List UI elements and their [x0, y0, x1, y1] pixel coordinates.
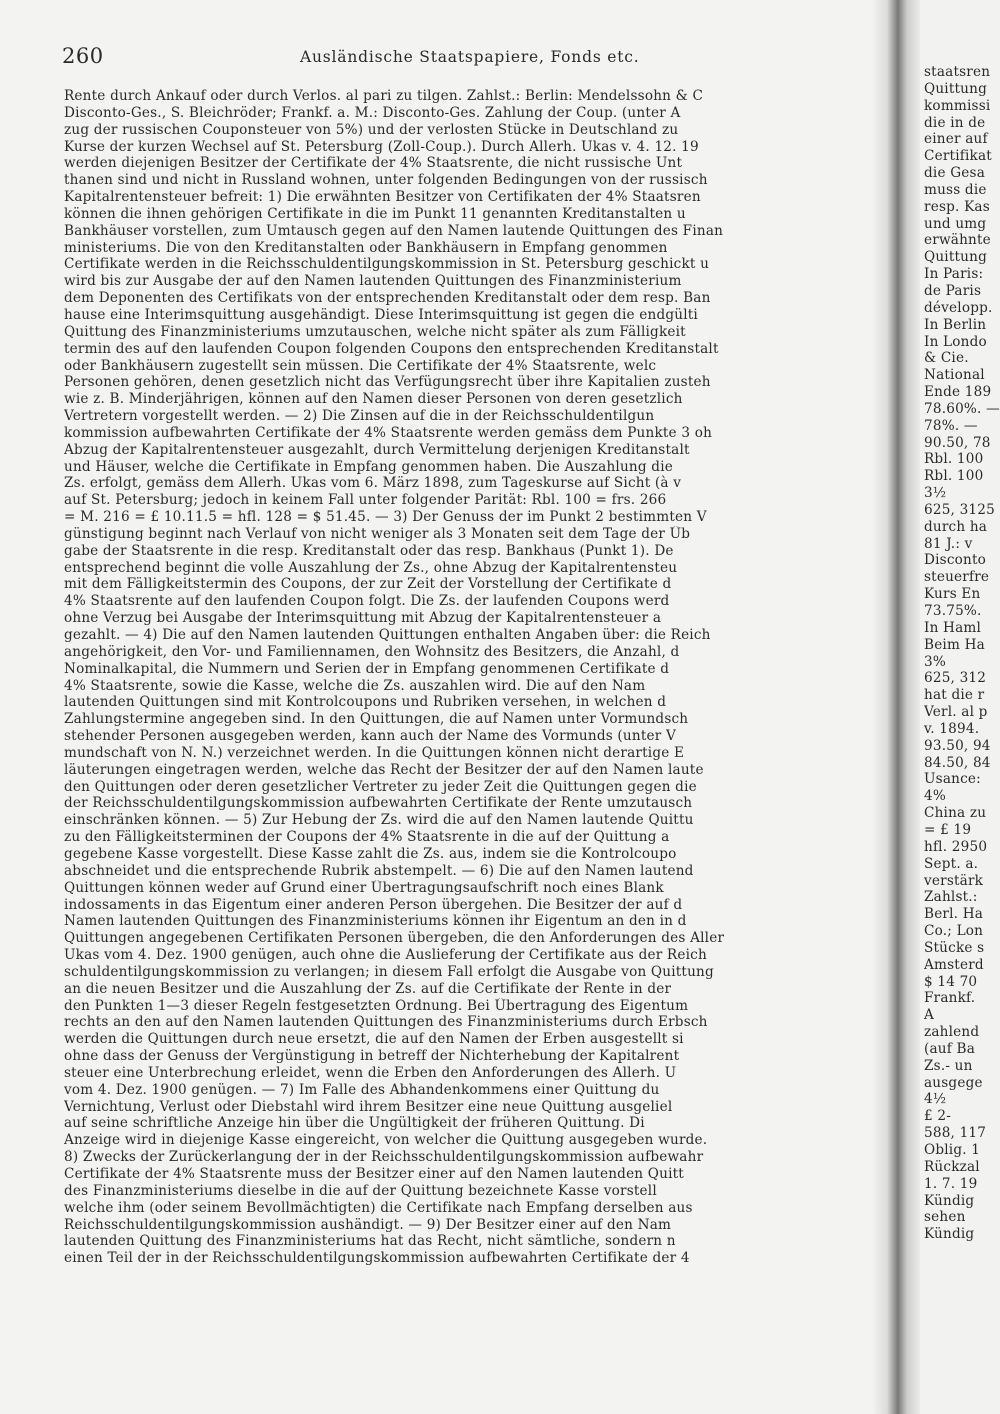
facing-page-line: 90.50, 78: [924, 434, 991, 451]
text-line: entsprechend beginnt die volle Auszahlung der Zs., ohne Abzug der Kapitalrentensteu: [64, 559, 678, 576]
text-line: auf seine schriftliche Anzeige hin über die Ungültigkeit der früheren Quittung. Di: [64, 1115, 645, 1132]
facing-page-line: A: [924, 1007, 935, 1024]
text-line: 8) Zwecks der Zurückerlangung der in der Reichsschuldentilgungskommission aufbewahr: [64, 1149, 704, 1166]
facing-page-line: Quittung: [924, 80, 987, 97]
facing-page-line: Frankf.: [924, 990, 976, 1007]
text-line: Kurse der kurzen Wechsel auf St. Petersburg (Zoll-Coup.). Durch Allerh. Ukas v. 4. 12. 19: [64, 138, 699, 155]
facing-page-line: durch ha: [924, 518, 988, 535]
facing-page-line: sehen: [924, 1209, 966, 1226]
facing-page-line: die in de: [924, 114, 986, 131]
facing-page-line: hfl. 2950: [924, 838, 988, 855]
text-line: wie z. B. Minderjährigen, können auf den Namen dieser Personen von deren gesetzlich: [64, 391, 683, 408]
text-line: mit dem Fälligkeitstermin des Coupons, der zur Zeit der Vorstellung der Certifikate d: [64, 576, 672, 593]
text-line: indossaments in das Eigentum einer anderen Person übergehen. Die Besitzer der auf d: [64, 896, 683, 913]
facing-page-line: (auf Ba: [924, 1040, 976, 1057]
facing-page-line: Kündig: [924, 1226, 975, 1243]
text-line: Bankhäuser vorstellen, zum Umtausch gegen auf den Namen lautende Quittungen des Finan: [64, 222, 724, 239]
text-line: ministeriums. Die von den Kreditanstalten oder Bankhäusern in Empfang genommen: [64, 239, 668, 256]
text-line: läuterungen eingetragen werden, welche das Recht der Besitzer der auf den Namen laute: [64, 761, 704, 778]
facing-page-line: 4½: [924, 1091, 947, 1108]
text-line: einen Teil der in der Reichsschuldentilgungskommission aufbewahrten Certifikate der 4: [64, 1250, 690, 1267]
text-line: und Häuser, welche die Certifikate in Empfang genommen haben. Die Auszahlung die: [64, 458, 673, 475]
facing-page-line: 3½: [924, 485, 947, 502]
text-line: Certifikate der 4% Staatsrente muss der Besitzer einer auf den Namen lautenden Quitt: [64, 1166, 684, 1182]
facing-page-line: & Cie.: [924, 350, 969, 367]
facing-page-line: Verl. al p: [924, 704, 988, 721]
facing-page-line: Stücke s: [924, 939, 985, 956]
facing-page-line: 3%: [924, 653, 946, 670]
facing-page-line: steuerfre: [924, 569, 990, 586]
facing-page-line: erwähnte: [924, 232, 991, 249]
text-line: Quittung des Finanzministeriums umzutauschen, welche nicht später als zum Fälligkeit: [64, 323, 686, 340]
facing-page-line: muss die: [924, 181, 987, 198]
text-line: Certifikate werden in die Reichsschuldentilgungskommission in St. Petersburg geschickt u: [64, 256, 710, 273]
text-line: ohne Verzug bei Ausgabe der Interimsquittung mit Abzug der Kapitalrentensteuer a: [64, 610, 662, 627]
facing-page-line: 84.50, 84: [924, 754, 991, 771]
facing-page-line: In Paris:: [924, 266, 984, 283]
text-line: gabe der Staatsrente in die resp. Kreditanstalt oder das resp. Bankhaus (Punkt 1). De: [64, 542, 674, 559]
facing-page-line: In Londo: [924, 333, 987, 350]
facing-page-line: 93.50, 94: [924, 737, 991, 754]
text-line: dem Deponenten des Certifikats von der entsprechenden Kreditanstalt oder dem resp. Ban: [64, 290, 711, 307]
text-line: Namen lautenden Quittungen des Finanzministeriums können ihr Eigentum an den in d: [64, 913, 687, 930]
text-line: gezahlt. — 4) Die auf den Namen lautenden Quittungen enthalten Angaben über: die Reich: [64, 627, 711, 643]
facing-page-line: $ 14 70: [924, 973, 978, 990]
text-line: schuldentilgungskommission zu verlangen; in diesem Fall erfolgt die Ausgabe von Quittung: [64, 963, 714, 980]
text-line: zug der russischen Couponsteuer von 5%) und der verlosten Stücke in Deutschland zu: [64, 121, 679, 138]
text-line: Rente durch Ankauf oder durch Verlos. al pari zu tilgen. Zahlst.: Berlin: Mendelssohn & C: [64, 88, 704, 104]
text-line: kommission aufbewahrten Certifikate der 4% Staatsrente werden gemäss dem Punkte 3 oh: [64, 424, 713, 441]
facing-page-line: = £ 19: [924, 821, 972, 838]
facing-page-line: v. 1894.: [924, 720, 980, 737]
facing-page-line: hat die r: [924, 687, 985, 704]
text-line: Nominalkapital, die Nummern und Serien der in Empfang genommenen Certifikate d: [64, 660, 670, 677]
text-line: steuer eine Unterbrechung erleidet, wenn die Erben den Anforderungen des Allerh. U: [64, 1064, 677, 1081]
text-line: lautenden Quittung des Finanzministeriums hat das Recht, nicht sämtliche, sondern n: [64, 1233, 676, 1250]
facing-page-line: 81 J.: v: [924, 535, 973, 552]
book-gutter: [872, 0, 922, 1414]
facing-page-line: die Gesa: [924, 165, 985, 182]
facing-page-line: Amsterd: [924, 956, 984, 973]
facing-page-line: Sept. a.: [924, 855, 979, 872]
facing-page-line: kommissi: [924, 97, 991, 114]
facing-page-line: Zs.- un: [924, 1057, 973, 1074]
body-text: [64, 88, 854, 1388]
text-line: den Quittungen oder deren gesetzlicher Vertreter zu jeder Zeit die Quittungen gegen die: [64, 778, 697, 795]
facing-page-line: Disconto: [924, 552, 987, 569]
text-line: des Finanzministeriums dieselbe in die auf der Quittung bezeichnete Kasse vorstell: [64, 1182, 657, 1199]
facing-page-line: 588, 117: [924, 1125, 987, 1142]
facing-page-line: 78%. —: [924, 417, 978, 434]
text-line: = M. 216 = £ 10.11.5 = hfl. 128 = $ 51.45. — 3) Der Genuss der im Punkt 2 bestimmten V: [64, 509, 707, 526]
text-line: zu den Fälligkeitsterminen der Coupons der 4% Staatsrente in die auf der Quittung a: [64, 829, 670, 846]
facing-page-line: 625, 3125: [924, 501, 995, 518]
facing-page-text: [924, 64, 1000, 1394]
facing-page-line: Beim Ha: [924, 636, 985, 653]
facing-page-line: Certifikat: [924, 148, 992, 165]
text-line: auf St. Petersburg; jedoch in keinem Fall unter folgender Parität: Rbl. 100 = frs. 266: [64, 492, 667, 509]
text-line: Vernichtung, Verlust oder Diebstahl wird ihrem Besitzer eine neue Quittung ausgeliel: [64, 1098, 673, 1115]
text-line: Personen gehören, denen gesetzlich nicht das Verfügungsrecht über ihre Kapitalien zusteh: [64, 374, 711, 391]
text-line: Ukas vom 4. Dez. 1900 genügen, auch ohne die Auslieferung der Certifikate aus der Reich: [64, 947, 707, 964]
text-line: rechts an den auf den Namen lautenden Quittungen des Finanzministeriums durch Erbsch: [64, 1014, 708, 1031]
text-line: lautenden Quittungen sind mit Kontrolcoupons und Rubriken versehen, in welchen d: [64, 694, 667, 711]
text-line: ohne dass der Genuss der Vergünstigung in betreff der Nichterhebung der Kapitalrent: [64, 1048, 680, 1065]
text-line: günstigung beginnt nach Verlauf von nicht weniger als 3 Monaten seit dem Tage der Üb: [64, 525, 691, 542]
text-line: thanen sind und nicht in Russland wohnen, unter folgenden Bedingungen von der russisch: [64, 172, 708, 189]
page-number: 260: [62, 44, 104, 68]
facing-page-line: développ.: [924, 299, 993, 316]
facing-page-line: Quittung: [924, 249, 987, 266]
facing-page-line: zahlend: [924, 1024, 980, 1041]
text-line: abschneidet und die entsprechende Rubrik abstempelt. — 6) Die auf den Namen lautend: [64, 862, 694, 879]
facing-page-line: und umg: [924, 215, 987, 232]
facing-page-line: Kündig: [924, 1192, 975, 1209]
facing-page-line: verstärk: [924, 872, 984, 889]
text-line: welche ihm (oder seinem Bevollmächtigten) die Certifikate nach Empfang derselben aus: [64, 1199, 693, 1216]
running-head: Ausländische Staatspapiere, Fonds etc.: [300, 48, 640, 66]
facing-page-line: 73.75%.: [924, 603, 982, 619]
facing-page-line: Rückzal: [924, 1158, 980, 1175]
text-line: 4% Staatsrente auf den laufenden Coupon folgt. Die Zs. der laufenden Coupons werd: [64, 593, 670, 610]
text-line: können die ihnen gehörigen Certifikate in die im Punkt 11 genannten Kreditanstalten u: [64, 205, 686, 222]
facing-page-line: ausgege: [924, 1074, 983, 1091]
facing-page-line: 78.60%. —: [924, 400, 1000, 417]
text-line: Disconto-Ges., S. Bleichröder; Frankf. a. M.: Disconto-Ges. Zahlung der Coup. (unter A: [64, 104, 681, 121]
text-line: 4% Staatsrente, sowie die Kasse, welche die Zs. auszahlen wird. Die auf den Nam: [64, 677, 646, 694]
facing-page-line: einer auf: [924, 131, 988, 148]
text-line: wird bis zur Ausgabe der auf den Namen lautenden Quittungen des Finanzministerium: [64, 273, 682, 290]
text-line: hause eine Interimsquittung ausgehändigt. Diese Interimsquittung ist gegen die endgülti: [64, 306, 698, 323]
text-line: termin des auf den laufenden Coupon folgenden Coupons den entsprechenden Kreditanstalt: [64, 340, 719, 357]
text-line: Anzeige wird in diejenige Kasse eingereicht, von welcher die Quittung ausgegeben wurde.: [64, 1132, 708, 1149]
text-line: an die neuen Besitzer und die Auszahlung der Zs. auf die Certifikate der Rente in der: [64, 980, 672, 997]
facing-page-line: Usance:: [924, 771, 981, 788]
text-line: Abzug der Kapitalrentensteuer ausgezahlt, durch Vermittelung derjenigen Kreditanstalt: [64, 441, 690, 458]
text-line: Quittungen können weder auf Grund einer Übertragungsaufschrift noch eines Blank: [64, 879, 664, 896]
text-line: werden diejenigen Besitzer der Certifikate der 4% Staatsrente, die nicht russische Unt: [64, 155, 683, 172]
facing-page-line: Oblig. 1: [924, 1142, 981, 1158]
facing-page-line: Co.; Lon: [924, 923, 984, 940]
facing-page-line: Kurs En: [924, 586, 981, 603]
facing-page-line: resp. Kas: [924, 198, 990, 215]
text-line: Quittungen angegebenen Certifikaten Personen übergeben, die den Anforderungen des Aller: [64, 930, 725, 947]
text-line: Vertretern vorgestellt werden. — 2) Die Zinsen auf die in der Reichsschuldentilgun: [64, 408, 655, 425]
text-line: Reichsschuldentilgungskommission aushändigt. — 9) Der Besitzer einer auf den Nam: [64, 1216, 672, 1233]
text-line: gegebene Kasse vorgestellt. Diese Kasse zahlt die Zs. aus, indem sie die Kontrolcoupo: [64, 845, 677, 862]
facing-page-line: Rbl. 100: [924, 451, 984, 468]
facing-page-line: In Berlin: [924, 316, 987, 333]
facing-page-line: Zahlst.:: [924, 889, 978, 906]
facing-page-line: 625, 312: [924, 670, 987, 687]
text-line: oder Bankhäusern zugestellt sein müssen. Die Certifikate der 4% Staatsrente, welc: [64, 357, 657, 374]
facing-page-line: 4%: [924, 788, 946, 805]
text-line: den Punkten 1—3 dieser Regeln festgesetzten Ordnung. Bei Übertragung des Eigentum: [64, 997, 689, 1014]
text-line: angehörigkeit, den Vor- und Familiennamen, den Wohnsitz des Besitzers, die Anzahl, d: [64, 643, 680, 660]
facing-page-line: Rbl. 100: [924, 468, 984, 485]
text-line: einschränken können. — 5) Zur Hebung der Zs. wird die auf den Namen lautende Quittu: [64, 812, 694, 829]
text-line: Zahlungstermine angegeben sind. In den Quittungen, die auf Namen unter Vormundsch: [64, 711, 689, 728]
text-line: mundschaft von N. N.) verzeichnet werden. In die Quittungen können nicht derartige E: [64, 744, 685, 761]
facing-page-line: de Paris: [924, 282, 982, 299]
facing-page-line: Ende 189: [924, 384, 992, 401]
text-line: Zs. erfolgt, gemäss dem Allerh. Ukas vom 6. März 1898, zum Tageskurse auf Sicht (à v: [64, 475, 682, 492]
text-line: stehender Personen ausgegeben werden, kann auch der Name des Vormunds (unter V: [64, 728, 676, 745]
facing-page-line: National: [924, 367, 985, 384]
facing-page-line: 1. 7. 19: [924, 1175, 978, 1192]
text-line: Kapitalrentensteuer befreit: 1) Die erwähnten Besitzer von Certifikaten der 4% Staatsren: [64, 189, 701, 206]
text-line: vom 4. Dez. 1900 genügen. — 7) Im Falle des Abhandenkommens einer Quittung du: [64, 1081, 660, 1098]
facing-page-line: staatsren: [924, 64, 991, 80]
text-line: werden die Quittungen durch neue ersetzt, die auf den Namen der Erben ausgestellt si: [64, 1031, 684, 1048]
facing-page-line: China zu: [924, 805, 987, 822]
facing-page-line: In Haml: [924, 619, 982, 636]
text-line: der Reichsschuldentilgungskommission aufbewahrten Certifikate der Rente umzutausch: [64, 795, 693, 812]
facing-page-line: £ 2-: [924, 1108, 952, 1125]
facing-page-line: Berl. Ha: [924, 906, 984, 923]
